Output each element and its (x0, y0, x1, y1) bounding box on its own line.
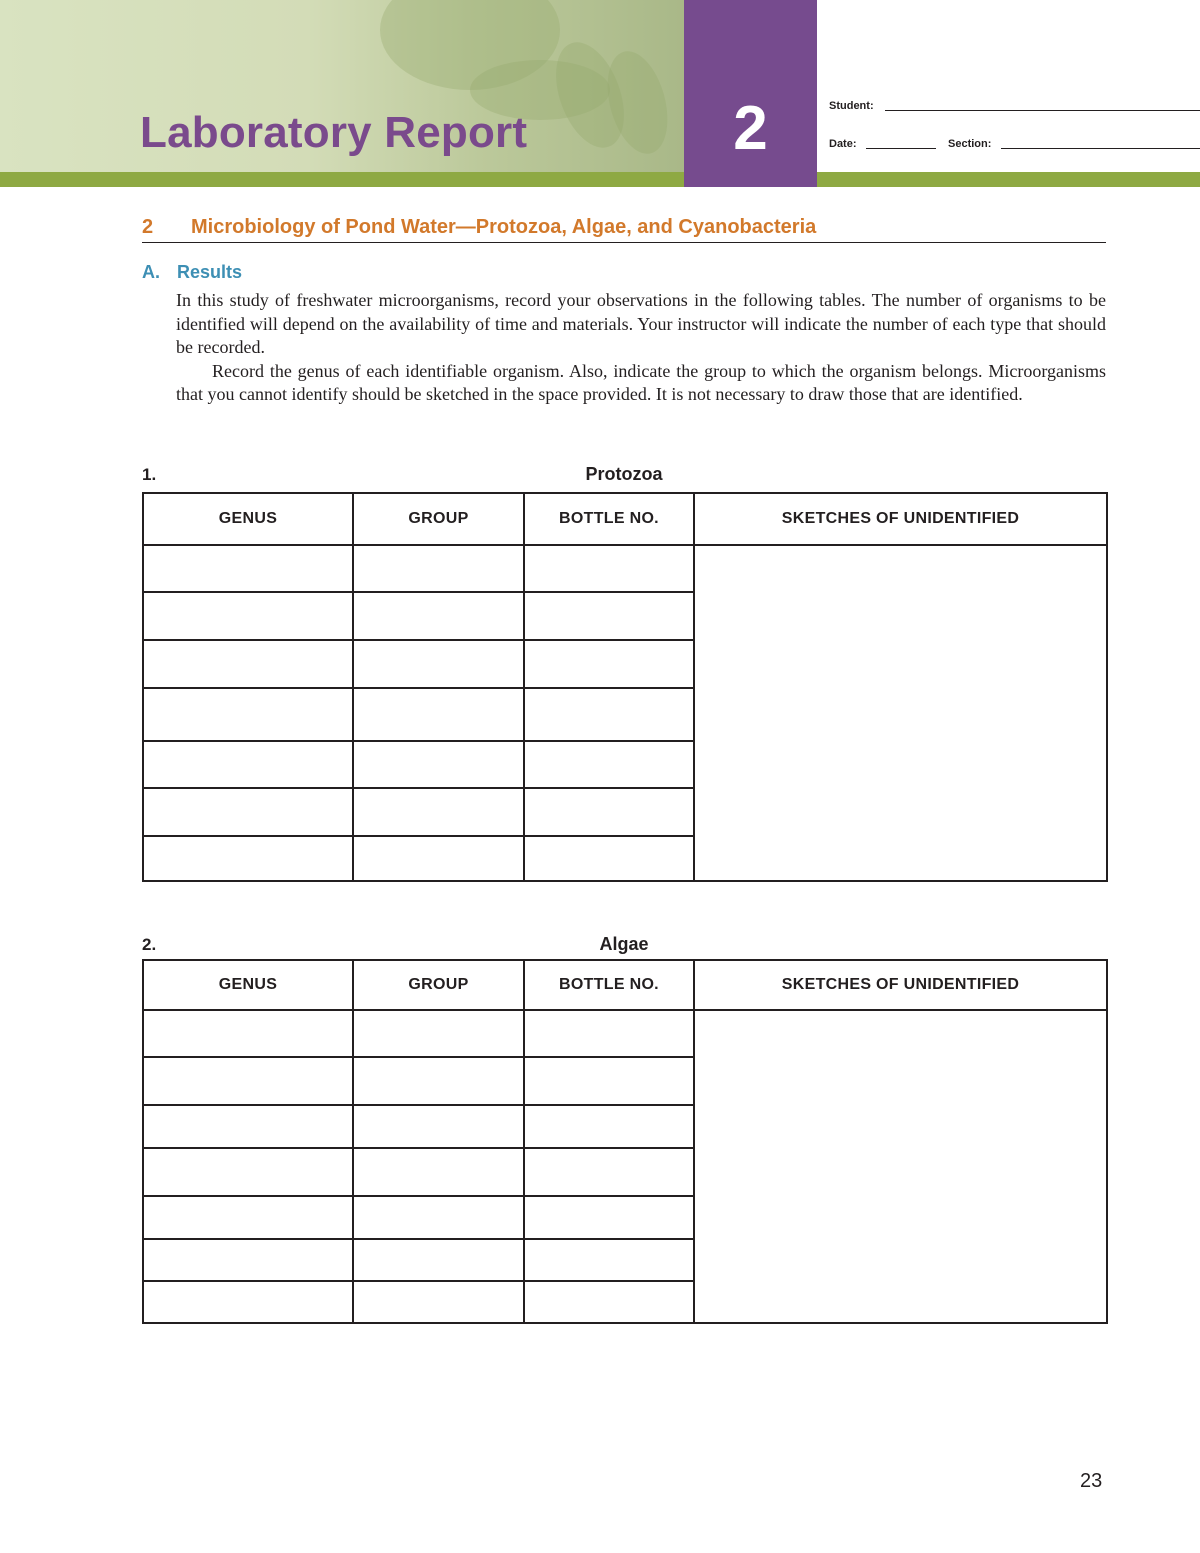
student-label: Student: (829, 100, 874, 112)
bottle-no-cell[interactable] (524, 688, 694, 741)
page-number: 23 (1080, 1470, 1103, 1492)
bottle-no-cell[interactable] (524, 545, 694, 592)
bottle-no-cell[interactable] (524, 836, 694, 881)
instructions (176, 289, 1106, 407)
bottle-no-cell[interactable] (524, 1105, 694, 1148)
date-label: Date: (829, 138, 857, 150)
bottle-no-cell[interactable] (524, 1281, 694, 1323)
genus-cell[interactable] (143, 1196, 353, 1239)
table-title-text: Protozoa (585, 464, 663, 484)
column-header-bottle-no: BOTTLE NO. (524, 960, 694, 1010)
column-header-sketches: SKETCHES OF UNIDENTIFIED (694, 493, 1107, 545)
genus-cell[interactable] (143, 1148, 353, 1196)
sketch-area[interactable] (694, 545, 1107, 881)
table-row (143, 1010, 1107, 1057)
table-number: 2. (142, 935, 157, 954)
genus-cell[interactable] (143, 545, 353, 592)
header-rule-right (817, 172, 1200, 187)
bottle-no-cell[interactable] (524, 741, 694, 788)
instructions-paragraph: In this study of freshwater microorganisms, record your observations in the following tables. The number of organisms to be identified will depend on the availability of time and materials. Your instructor will indicate the number of each type that should be recorded. (176, 290, 1106, 357)
genus-cell[interactable] (143, 1057, 353, 1105)
exercise-heading (142, 214, 1106, 243)
bottle-no-cell[interactable] (524, 1057, 694, 1105)
chapter-number-box (684, 0, 817, 187)
bottle-no-cell[interactable] (524, 1010, 694, 1057)
section-label: Section: (948, 138, 992, 150)
bottle-no-cell[interactable] (524, 592, 694, 640)
genus-cell[interactable] (143, 788, 353, 836)
section-field[interactable] (1001, 148, 1200, 149)
bottle-no-cell[interactable] (524, 1239, 694, 1281)
date-field[interactable] (866, 148, 936, 149)
bottle-no-cell[interactable] (524, 1148, 694, 1196)
section-heading (142, 262, 242, 283)
table-row (143, 545, 1107, 592)
chapter-number: 2 (733, 94, 768, 163)
group-cell[interactable] (353, 788, 524, 836)
algae-table (142, 959, 1108, 1324)
group-cell[interactable] (353, 592, 524, 640)
header-rule (0, 172, 684, 187)
genus-cell[interactable] (143, 836, 353, 881)
exercise-number: 2 (142, 216, 154, 238)
group-cell[interactable] (353, 1196, 524, 1239)
table-title (142, 934, 1106, 955)
genus-cell[interactable] (143, 1281, 353, 1323)
genus-cell[interactable] (143, 640, 353, 688)
genus-cell[interactable] (143, 741, 353, 788)
group-cell[interactable] (353, 1010, 524, 1057)
student-field[interactable] (885, 110, 1200, 111)
group-cell[interactable] (353, 640, 524, 688)
genus-cell[interactable] (143, 1010, 353, 1057)
genus-cell[interactable] (143, 688, 353, 741)
protozoa-table (142, 492, 1108, 882)
table-title-text: Algae (599, 934, 649, 954)
column-header-genus: GENUS (143, 960, 353, 1010)
group-cell[interactable] (353, 1281, 524, 1323)
group-cell[interactable] (353, 1057, 524, 1105)
column-header-group: GROUP (353, 960, 524, 1010)
column-header-genus: GENUS (143, 493, 353, 545)
bottle-no-cell[interactable] (524, 1196, 694, 1239)
report-title: Laboratory Report (140, 108, 528, 157)
group-cell[interactable] (353, 1105, 524, 1148)
bottle-no-cell[interactable] (524, 788, 694, 836)
exercise-title: Microbiology of Pond Water—Protozoa, Algae, and Cyanobacteria (191, 216, 817, 238)
column-header-group: GROUP (353, 493, 524, 545)
group-cell[interactable] (353, 1239, 524, 1281)
table-title (142, 464, 1106, 485)
group-cell[interactable] (353, 741, 524, 788)
table-header-row (143, 493, 1107, 545)
bottle-no-cell[interactable] (524, 640, 694, 688)
group-cell[interactable] (353, 1148, 524, 1196)
section-title: Results (177, 262, 243, 282)
sketch-area[interactable] (694, 1010, 1107, 1323)
group-cell[interactable] (353, 836, 524, 881)
column-header-bottle-no: BOTTLE NO. (524, 493, 694, 545)
table-number: 1. (142, 465, 157, 484)
header-banner (0, 0, 684, 172)
genus-cell[interactable] (143, 1105, 353, 1148)
section-letter: A. (142, 262, 160, 282)
group-cell[interactable] (353, 688, 524, 741)
column-header-sketches: SKETCHES OF UNIDENTIFIED (694, 960, 1107, 1010)
table-header-row (143, 960, 1107, 1010)
group-cell[interactable] (353, 545, 524, 592)
genus-cell[interactable] (143, 592, 353, 640)
instructions-paragraph: Record the genus of each identifiable organism. Also, indicate the group to which the organism belongs. Microorganisms that you cannot identify should be sketched in the space provided. It is not necessary to draw those that are identified. (176, 360, 1106, 404)
genus-cell[interactable] (143, 1239, 353, 1281)
